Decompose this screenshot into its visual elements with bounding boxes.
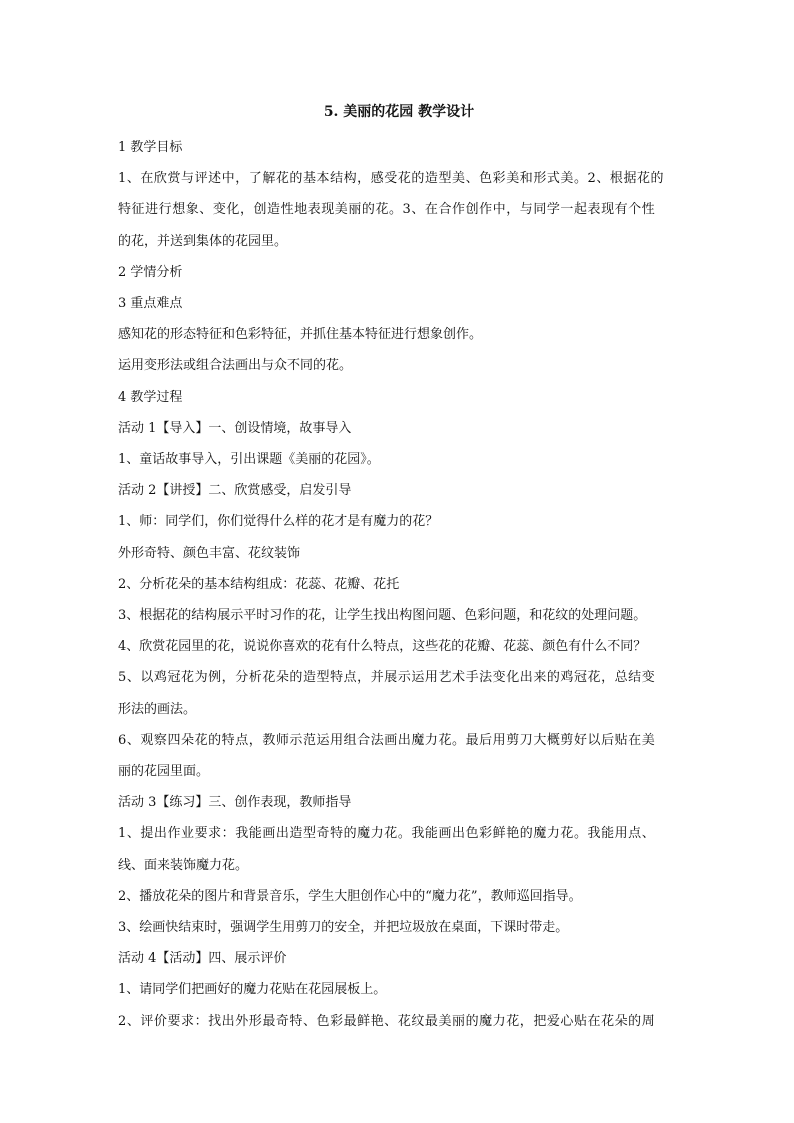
paragraph-line: 感知花的形态特征和色彩特征，并抓住基本特征进行想象创作。 bbox=[118, 327, 483, 343]
document-body bbox=[118, 101, 678, 1037]
page-title: 5. 美丽的花园 教学设计 bbox=[323, 104, 475, 120]
paragraph-line: 1、童话故事导入，引出课题《美丽的花园》。 bbox=[118, 452, 380, 468]
section-heading-analysis: 2 学情分析 bbox=[118, 264, 183, 280]
paragraph-line: 1、师：同学们，你们觉得什么样的花才是有魔力的花？ bbox=[118, 514, 439, 530]
paragraph-line: 外形奇特、颜色丰富、花纹装饰 bbox=[118, 545, 301, 561]
paragraph-line: 4、欣赏花园里的花，说说你喜欢的花有什么特点，这些花的花瓣、花蕊、颜色有什么不同？ bbox=[118, 639, 647, 655]
section-heading-process: 4 教学过程 bbox=[118, 389, 183, 405]
paragraph-line: 2、评价要求：找出外形最奇特、色彩最鲜艳、花纹最美丽的魔力花，把爱心贴在花朵的周 bbox=[118, 1013, 656, 1029]
paragraph-line: 1、提出作业要求：我能画出造型奇特的魔力花。我能画出色彩鲜艳的魔力花。我能用点、 bbox=[118, 826, 656, 842]
paragraph-line: 特征进行想象、变化，创造性地表现美丽的花。3、在合作创作中，与同学一起表现有个性 bbox=[118, 202, 656, 218]
paragraph-line: 3、根据花的结构展示平时习作的花，让学生找出构图问题、色彩问题，和花纹的处理问题。 bbox=[118, 608, 647, 624]
section-heading-key-points: 3 重点难点 bbox=[118, 296, 183, 312]
paragraph-line: 形法的画法。 bbox=[118, 701, 197, 717]
paragraph-line: 运用变形法或组合法画出与众不同的花。 bbox=[118, 358, 353, 374]
activity-heading: 活动 2【讲授】二、欣赏感受，启发引导 bbox=[118, 483, 352, 499]
activity-heading: 活动 3【练习】三、创作表现，教师指导 bbox=[118, 795, 352, 811]
paragraph-line: 3、绘画快结束时，强调学生用剪刀的安全，并把垃圾放在桌面，下课时带走。 bbox=[118, 920, 569, 936]
paragraph-line: 1、请同学们把画好的魔力花贴在花园展板上。 bbox=[118, 982, 387, 998]
paragraph-line: 5、以鸡冠花为例，分析花朵的造型特点，并展示运用艺术手法变化出来的鸡冠花，总结变 bbox=[118, 670, 656, 686]
paragraph-line: 线、面来装饰魔力花。 bbox=[118, 857, 249, 873]
activity-heading: 活动 4【活动】四、展示评价 bbox=[118, 951, 287, 967]
activity-heading: 活动 1【导入】一、创设情境，故事导入 bbox=[118, 420, 352, 436]
paragraph-line: 丽的花园里面。 bbox=[118, 764, 210, 780]
paragraph-line: 1、在欣赏与评述中，了解花的基本结构，感受花的造型美、色彩美和形式美。2、根据花的 bbox=[118, 171, 665, 187]
paragraph-line: 的花，并送到集体的花园里。 bbox=[118, 233, 288, 249]
paragraph-line: 6、观察四朵花的特点，教师示范运用组合法画出魔力花。最后用剪刀大概剪好以后贴在美 bbox=[118, 732, 656, 748]
section-heading-objectives: 1 教学目标 bbox=[118, 140, 183, 155]
paragraph-line: 2、分析花朵的基本结构组成：花蕊、花瓣、花托 bbox=[118, 576, 400, 592]
paragraph-line: 2、播放花朵的图片和背景音乐，学生大胆创作心中的“魔力花”，教师巡回指导。 bbox=[118, 888, 582, 904]
